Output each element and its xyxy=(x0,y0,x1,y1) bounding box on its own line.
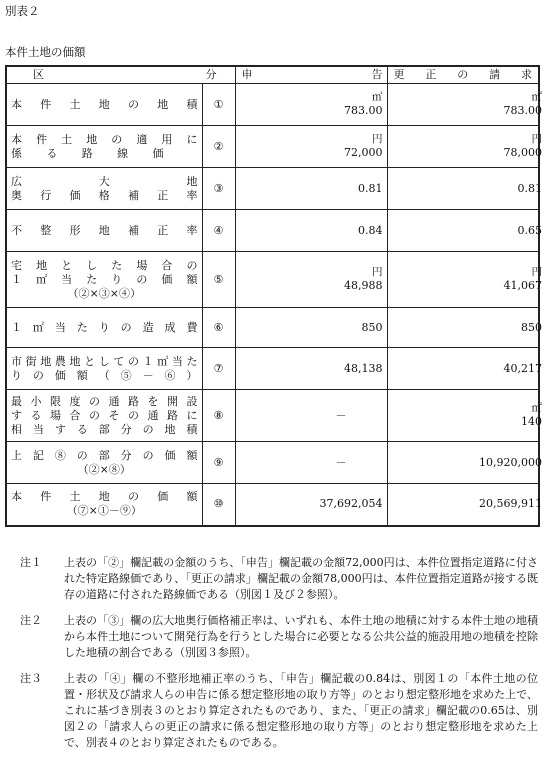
land-value-table xyxy=(5,65,540,527)
row-number: ① xyxy=(202,84,235,126)
row-number: ⑦ xyxy=(202,348,235,390)
table-row xyxy=(6,252,539,308)
row-label: 宅地とした場合の １㎡当たりの価額 （②×③×④） xyxy=(6,252,202,308)
table-row xyxy=(6,308,539,348)
row-label: 本件土地の適用に 係る路線価 xyxy=(6,126,202,168)
shinkoku-cell: 48,138 xyxy=(235,348,387,390)
row-label: 本件土地の価額 （⑦×①－⑨） xyxy=(6,484,202,526)
note-1 xyxy=(20,555,538,603)
kosei-cell: 円 41,067 xyxy=(387,252,539,308)
row-label: 広大地 奥行価格補正率 xyxy=(6,168,202,210)
kosei-cell: 0.81 xyxy=(387,168,539,210)
table-row xyxy=(6,442,539,484)
row-number: ⑧ xyxy=(202,390,235,442)
row-number: ④ xyxy=(202,210,235,252)
shinkoku-cell: 円 48,988 xyxy=(235,252,387,308)
page-label: 別表２ xyxy=(5,4,40,18)
shinkoku-cell: 37,692,054 xyxy=(235,484,387,526)
header-kosei: 更 正 の 請 求 xyxy=(387,66,539,84)
kosei-cell: 20,569,911 xyxy=(387,484,539,526)
row-number: ⑤ xyxy=(202,252,235,308)
notes-section xyxy=(20,555,538,761)
note-label: 注１ xyxy=(20,556,42,569)
kosei-cell: ㎡ 783.00 xyxy=(387,84,539,126)
note-label: 注２ xyxy=(20,614,42,627)
table-row xyxy=(6,348,539,390)
note-text: 上表の「③」欄の広大地奥行価格補正率は、いずれも、本件土地の地積に対する本件土地の地積から本件土地について開発行為を行うとした場合に必要となる公共公益的施設用地の地積を控除した地積の割合である（別図３参照）。 xyxy=(64,614,538,659)
table-row xyxy=(6,390,539,442)
kosei-cell: 40,217 xyxy=(387,348,539,390)
note-2 xyxy=(20,613,538,661)
table-row xyxy=(6,484,539,526)
shinkoku-cell: ㎡ 783.00 xyxy=(235,84,387,126)
row-label: １㎡当たりの造成費 xyxy=(6,308,202,348)
table-header-row xyxy=(6,66,539,84)
row-label: 最小限度の通路を開設 する場合のその通路に 相当する部分の地積 xyxy=(6,390,202,442)
shinkoku-cell: － xyxy=(235,442,387,484)
note-text: 上表の「②」欄記載の金額のうち、「申告」欄記載の金額72,000円は、本件位置指定道路に付された特定路線価であり、「更正の請求」欄記載の金額78,000円は、本件位置指定道路が接する既存の道路に付された路線価である（別図１及び２参照）。 xyxy=(64,556,538,601)
table-row xyxy=(6,126,539,168)
row-number: ⑩ xyxy=(202,484,235,526)
note-3 xyxy=(20,671,538,751)
row-number: ⑨ xyxy=(202,442,235,484)
row-label: 上記⑧の部分の価額 （②×⑧） xyxy=(6,442,202,484)
kosei-cell: ㎡ 140 xyxy=(387,390,539,442)
shinkoku-cell: 0.84 xyxy=(235,210,387,252)
kosei-cell: 10,920,000 xyxy=(387,442,539,484)
table-row xyxy=(6,168,539,210)
note-label: 注３ xyxy=(20,672,42,685)
shinkoku-cell: － xyxy=(235,390,387,442)
note-text: 上表の「④」欄の不整形地補正率のうち、「申告」欄記載の0.84は、別図１の「本件土地の位置・形状及び請求人らの申告に係る想定整形地の取り方等」のとおり想定整形地を求めた上で、これに基づき別表３のとおり算定されたものであり、また、「更正の請求」欄記載の0.65は、別図２の「請求人らの更正の請求に係る想定整形地の取り方等」のとおり想定整形地を求めた上で、別表４のとおり算定されたものである。 xyxy=(64,672,538,749)
table-row xyxy=(6,84,539,126)
row-number: ⑥ xyxy=(202,308,235,348)
header-kubun: 区 分 xyxy=(6,66,235,84)
kosei-cell: 円 78,000 xyxy=(387,126,539,168)
header-shinkoku: 申 告 xyxy=(235,66,387,84)
row-number: ② xyxy=(202,126,235,168)
table-caption: 本件土地の価額 xyxy=(5,45,86,59)
table-row xyxy=(6,210,539,252)
kosei-cell: 850 xyxy=(387,308,539,348)
row-label: 不整形地補正率 xyxy=(6,210,202,252)
row-label: 本件土地の地積 xyxy=(6,84,202,126)
row-label: 市街地農地としての１㎡当た りの価額（⑤－⑥） xyxy=(6,348,202,390)
shinkoku-cell: 850 xyxy=(235,308,387,348)
shinkoku-cell: 円 72,000 xyxy=(235,126,387,168)
kosei-cell: 0.65 xyxy=(387,210,539,252)
row-number: ③ xyxy=(202,168,235,210)
shinkoku-cell: 0.81 xyxy=(235,168,387,210)
